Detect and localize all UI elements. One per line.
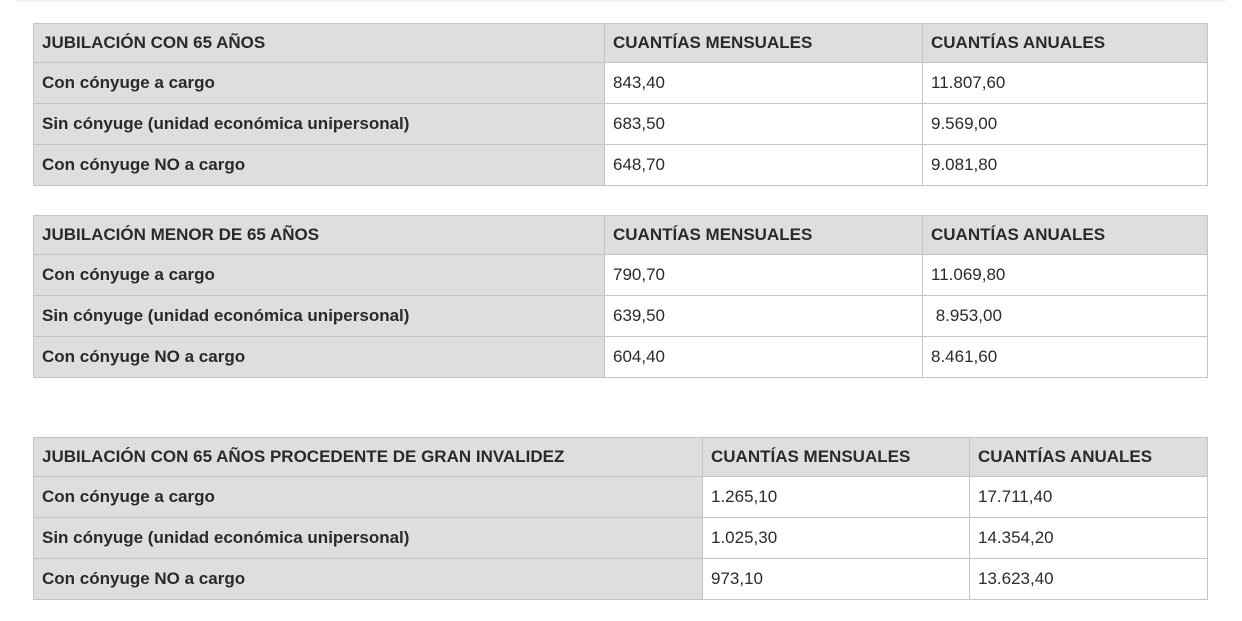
annual-amount: 17.711,40 [970, 477, 1208, 518]
monthly-amount: 1.265,10 [703, 477, 970, 518]
table-row [34, 559, 1208, 600]
row-label: Sin cónyuge (unidad económica unipersonal) [34, 296, 605, 337]
table-row [34, 145, 1208, 186]
row-label: Con cónyuge NO a cargo [34, 337, 605, 378]
pension-table-jubilacion-menor-65 [33, 215, 1208, 378]
table-row [34, 104, 1208, 145]
header-annual: CUANTÍAS ANUALES [923, 216, 1208, 255]
table-row [34, 518, 1208, 559]
annual-amount: 8.953,00 [923, 296, 1208, 337]
annual-amount: 8.461,60 [923, 337, 1208, 378]
monthly-amount: 683,50 [605, 104, 923, 145]
table-row [34, 296, 1208, 337]
table-row [34, 337, 1208, 378]
header-category: JUBILACIÓN MENOR DE 65 AÑOS [34, 216, 605, 255]
table-header-row [34, 438, 1208, 477]
row-label: Con cónyuge a cargo [34, 255, 605, 296]
header-annual: CUANTÍAS ANUALES [970, 438, 1208, 477]
table-row [34, 63, 1208, 104]
top-divider [17, 0, 1225, 2]
monthly-amount: 973,10 [703, 559, 970, 600]
header-category: JUBILACIÓN CON 65 AÑOS PROCEDENTE DE GRAN INVALIDEZ [34, 438, 703, 477]
header-category: JUBILACIÓN CON 65 AÑOS [34, 24, 605, 63]
monthly-amount: 790,70 [605, 255, 923, 296]
pension-table-gran-invalidez [33, 437, 1208, 600]
header-annual: CUANTÍAS ANUALES [923, 24, 1208, 63]
header-monthly: CUANTÍAS MENSUALES [703, 438, 970, 477]
row-label: Con cónyuge NO a cargo [34, 559, 703, 600]
monthly-amount: 1.025,30 [703, 518, 970, 559]
annual-amount: 13.623,40 [970, 559, 1208, 600]
row-label: Sin cónyuge (unidad económica unipersonal) [34, 518, 703, 559]
row-label: Con cónyuge a cargo [34, 477, 703, 518]
table-row [34, 255, 1208, 296]
annual-amount: 14.354,20 [970, 518, 1208, 559]
row-label: Con cónyuge NO a cargo [34, 145, 605, 186]
annual-amount: 9.081,80 [923, 145, 1208, 186]
monthly-amount: 639,50 [605, 296, 923, 337]
annual-amount: 11.069,80 [923, 255, 1208, 296]
monthly-amount: 648,70 [605, 145, 923, 186]
table-header-row [34, 24, 1208, 63]
header-monthly: CUANTÍAS MENSUALES [605, 24, 923, 63]
row-label: Sin cónyuge (unidad económica unipersonal) [34, 104, 605, 145]
row-label: Con cónyuge a cargo [34, 63, 605, 104]
monthly-amount: 604,40 [605, 337, 923, 378]
header-monthly: CUANTÍAS MENSUALES [605, 216, 923, 255]
table-row [34, 477, 1208, 518]
table-header-row [34, 216, 1208, 255]
annual-amount: 9.569,00 [923, 104, 1208, 145]
pension-table-jubilacion-65 [33, 23, 1208, 186]
annual-amount: 11.807,60 [923, 63, 1208, 104]
monthly-amount: 843,40 [605, 63, 923, 104]
